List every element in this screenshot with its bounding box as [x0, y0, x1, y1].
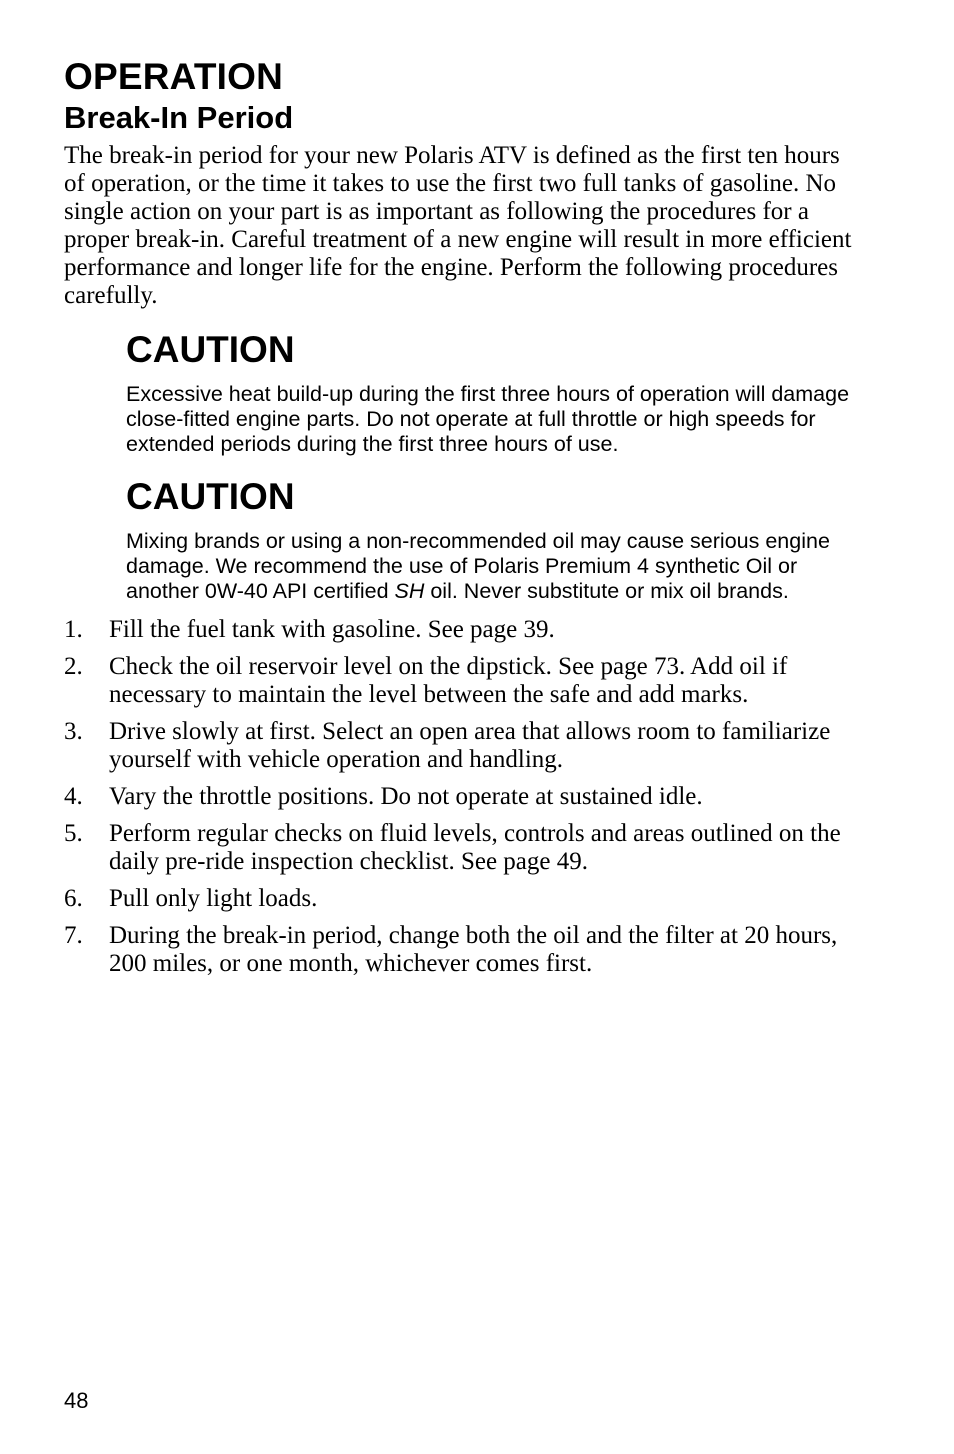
caution-title: CAUTION	[126, 329, 295, 370]
section-title: OPERATION	[64, 56, 284, 97]
list-item	[64, 820, 864, 876]
step-text: Fill the fuel tank with gasoline. See page 39.	[109, 616, 555, 643]
subsection-title: Break-In Period	[64, 100, 294, 135]
caution-text	[126, 529, 866, 604]
caution-text-part: oil. Never substitute or mix oil brands.	[424, 579, 789, 603]
oil-grade-italic: SH	[394, 579, 425, 603]
list-item	[64, 783, 864, 811]
list-item	[64, 616, 864, 644]
step-number: 6.	[64, 885, 83, 912]
step-text: During the break-in period, change both the oil and the filter at 20 hours, 200 miles, or one month, whichever comes first.	[109, 922, 838, 977]
step-text: Pull only light loads.	[109, 885, 318, 912]
step-text: Drive slowly at first. Select an open area that allows room to familiarize yourself with vehicle operation and handling.	[109, 718, 831, 773]
step-number: 2.	[64, 653, 83, 680]
caution-block-oil	[126, 475, 866, 604]
caution-text-part: Mixing brands or using a non-recommended oil may cause serious engine damage. We recommend the use of Polaris Premium 4 synthetic Oil or another 0W-40 API certified	[126, 529, 830, 603]
page-number: 48	[64, 1388, 89, 1413]
step-text: Check the oil reservoir level on the dipstick. See page 73. Add oil if necessary to maintain the level between the safe and add marks.	[109, 653, 788, 708]
step-number: 1.	[64, 616, 83, 643]
step-text: Perform regular checks on fluid levels, controls and areas outlined on the daily pre-ride inspection checklist. See page 49.	[109, 820, 841, 875]
list-item	[64, 885, 864, 913]
list-item	[64, 718, 864, 774]
step-text: Vary the throttle positions. Do not operate at sustained idle.	[109, 783, 703, 810]
intro-paragraph: The break-in period for your new Polaris ATV is defined as the first ten hours of operation, or the time it takes to use the first two full tanks of gasoline. No single action on your part is as important as following the procedures for a proper break-in. Careful treatment of a new engine will result in more efficient performance and longer life for the engine. Perform the following procedures carefully.	[64, 142, 852, 309]
caution-text: Excessive heat build-up during the first three hours of operation will damage close-fitted engine parts. Do not operate at full throttle or high speeds for extended periods during the first three hours of use.	[126, 382, 850, 456]
step-number: 5.	[64, 820, 83, 847]
step-number: 3.	[64, 718, 83, 745]
caution-block-heat	[126, 328, 866, 457]
caution-title: CAUTION	[126, 476, 295, 517]
step-number: 7.	[64, 922, 83, 949]
manual-page	[64, 56, 864, 987]
step-number: 4.	[64, 783, 83, 810]
list-item	[64, 653, 864, 709]
break-in-steps	[64, 616, 864, 978]
list-item	[64, 922, 864, 978]
